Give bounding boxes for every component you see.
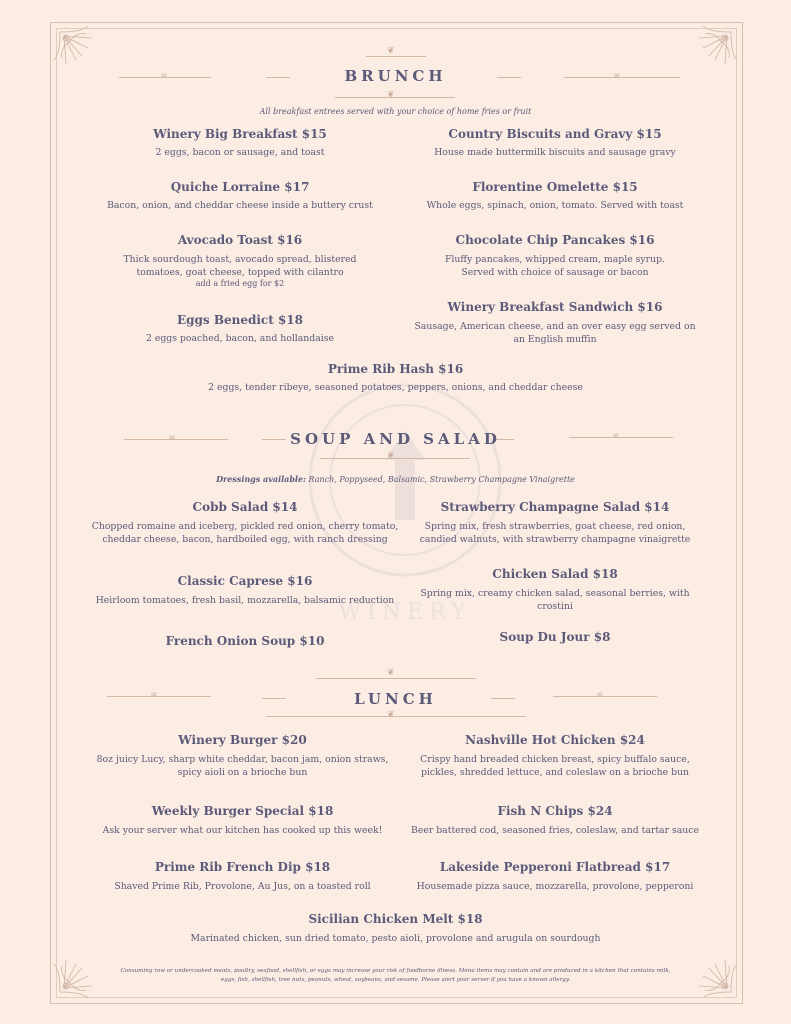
corner-sunburst-icon: [683, 944, 739, 1000]
divider-scroll-icon: ∞: [160, 71, 168, 81]
menu-item: [400, 233, 710, 279]
item-desc: Whole eggs, spinach, onion, tomato. Served with toast: [426, 200, 684, 211]
divider-scroll-icon: ∞: [612, 431, 620, 441]
divider-scroll-icon: ❦: [387, 90, 395, 100]
menu-item: [400, 860, 710, 893]
item-desc: Served with choice of sausage or bacon: [461, 267, 649, 278]
menu-item: [80, 574, 410, 607]
item-name: Soup Du Jour $8: [499, 630, 611, 644]
dressings-note: [0, 474, 791, 484]
item-addon: add a fried egg for $2: [195, 279, 285, 288]
divider-line: [335, 97, 455, 98]
item-desc: Bacon, onion, and cheddar cheese inside a buttery crust: [107, 200, 373, 211]
divider-scroll-icon: ∞: [613, 71, 621, 81]
item-desc: Crispy hand breaded chicken breast, spicy buffalo sauce,: [420, 754, 690, 765]
divider-scroll-icon: ∞: [168, 433, 176, 443]
divider-scroll-icon: ❦: [387, 46, 395, 56]
item-name: Florentine Omelette $15: [472, 180, 638, 194]
item-desc: Fluffy pancakes, whipped cream, maple syrup.: [444, 254, 666, 265]
divider-scroll-icon: ∞: [150, 690, 158, 700]
menu-item: [400, 127, 710, 159]
item-desc: House made buttermilk biscuits and sausage gravy: [434, 147, 676, 158]
item-name: Sicilian Chicken Melt $18: [308, 912, 483, 926]
menu-item: [400, 567, 710, 613]
item-desc: Heirloom tomatoes, fresh basil, mozzarella, balsamic reduction: [95, 595, 395, 606]
menu-item: [80, 180, 400, 212]
section-title-soup-salad: SOUP AND SALAD: [290, 430, 501, 448]
menu-item: [400, 733, 710, 779]
section-title-brunch: BRUNCH: [344, 67, 447, 85]
item-desc: an English muffin: [513, 334, 597, 345]
allergy-disclaimer: [110, 967, 681, 985]
menu-item: [400, 804, 710, 837]
item-name: Winery Burger $20: [178, 733, 307, 747]
divider-line: [320, 458, 470, 459]
item-name: Country Biscuits and Gravy $15: [448, 127, 662, 141]
item-desc: Thick sourdough toast, avocado spread, blistered: [123, 254, 357, 265]
item-name: Eggs Benedict $18: [176, 313, 304, 327]
item-name: Nashville Hot Chicken $24: [465, 733, 645, 747]
section-title-lunch: LUNCH: [354, 690, 437, 708]
menu-item: [80, 733, 405, 779]
item-desc: 2 eggs, tender ribeye, seasoned potatoes, peppers, onions, and cheddar cheese: [208, 382, 583, 393]
item-desc: Sausage, American cheese, and an over easy egg served on: [414, 321, 696, 332]
dressings-label: Dressings available:: [216, 474, 307, 484]
item-name: Chocolate Chip Pancakes $16: [455, 233, 655, 247]
item-name: Prime Rib Hash $16: [327, 362, 464, 376]
divider-scroll-icon: ❦: [387, 451, 395, 461]
dressings-list: Ranch, Poppyseed, Balsamic, Strawberry Champagne Vinaigrette: [306, 475, 575, 484]
menu-item: [0, 362, 791, 394]
item-name: French Onion Soup $10: [165, 634, 325, 648]
item-desc: Beer battered cod, seasoned fries, coleslaw, and tartar sauce: [410, 825, 700, 836]
menu-item: [80, 804, 405, 837]
item-desc: 2 eggs, bacon or sausage, and toast: [155, 147, 325, 158]
item-name: Winery Breakfast Sandwich $16: [447, 300, 663, 314]
item-desc: spicy aioli on a brioche bun: [177, 767, 308, 778]
item-desc: Spring mix, creamy chicken salad, seasonal berries, with: [420, 588, 690, 599]
item-desc: Spring mix, fresh strawberries, goat cheese, red onion,: [424, 521, 686, 532]
menu-item: [80, 313, 400, 345]
item-name: Winery Big Breakfast $15: [153, 127, 327, 141]
item-desc: Shaved Prime Rib, Provolone, Au Jus, on a toasted roll: [114, 881, 371, 892]
item-name: Strawberry Champagne Salad $14: [440, 500, 670, 514]
divider-scroll-icon: ∞: [596, 690, 604, 700]
item-name: Prime Rib French Dip $18: [154, 860, 331, 874]
menu-item: [80, 500, 410, 546]
menu-item: [400, 630, 710, 644]
divider-scroll-icon: ❦: [387, 668, 395, 678]
item-desc: tomatoes, goat cheese, topped with cilantro: [136, 267, 344, 278]
watermark-text: WINERY: [338, 600, 472, 625]
item-name: Chicken Salad $18: [492, 567, 618, 581]
item-desc: cheddar cheese, bacon, hardboiled egg, with ranch dressing: [102, 534, 388, 545]
divider-line: [266, 716, 526, 717]
menu-item: [400, 300, 710, 346]
menu-item: [400, 500, 710, 546]
item-desc: 8oz juicy Lucy, sharp white cheddar, bacon jam, onion straws,: [96, 754, 389, 765]
disclaimer-line: Consuming raw or undercooked meats, poultry, seafood, shellfish, or eggs may increase your risk of foodborne illness. Menu items may contain and are produced in a kitchen that contains milk,: [120, 968, 671, 974]
item-desc: Ask your server what our kitchen has cooked up this week!: [102, 825, 383, 836]
item-desc: Chopped romaine and iceberg, pickled red onion, cherry tomato,: [91, 521, 399, 532]
item-name: Cobb Salad $14: [192, 500, 298, 514]
item-desc: crostini: [537, 601, 573, 612]
item-name: Fish N Chips $24: [497, 804, 613, 818]
menu-item: [80, 860, 405, 893]
menu-item: [400, 180, 710, 212]
item-name: Avocado Toast $16: [177, 233, 303, 247]
item-name: Classic Caprese $16: [177, 574, 313, 588]
item-desc: pickles, shredded lettuce, and coleslaw on a brioche bun: [421, 767, 689, 778]
disclaimer-line: eggs, fish, shellfish, tree nuts, peanuts, wheat, soybeans, and sesame. Please alert your server if you have a known allergy.: [220, 977, 571, 983]
item-desc: Marinated chicken, sun dried tomato, pesto aioli, provolone and arugula on sourdough: [190, 933, 601, 944]
item-desc: candied walnuts, with strawberry champagne vinaigrette: [419, 534, 691, 545]
menu-item: [80, 233, 400, 288]
menu-item: [80, 634, 410, 648]
item-desc: Housemade pizza sauce, mozzarella, provolone, pepperoni: [416, 881, 694, 892]
divider-scroll-icon: ❦: [387, 710, 395, 720]
corner-sunburst-icon: [52, 944, 108, 1000]
divider-line: [366, 56, 426, 57]
divider-line: [316, 678, 476, 679]
item-name: Lakeside Pepperoni Flatbread $17: [439, 860, 671, 874]
brunch-note: All breakfast entrees served with your choice of home fries or fruit: [259, 107, 532, 116]
item-desc: 2 eggs poached, bacon, and hollandaise: [145, 333, 335, 344]
menu-item: [80, 127, 400, 159]
item-name: Weekly Burger Special $18: [151, 804, 334, 818]
menu-item: [0, 912, 791, 945]
item-name: Quiche Lorraine $17: [170, 180, 310, 194]
